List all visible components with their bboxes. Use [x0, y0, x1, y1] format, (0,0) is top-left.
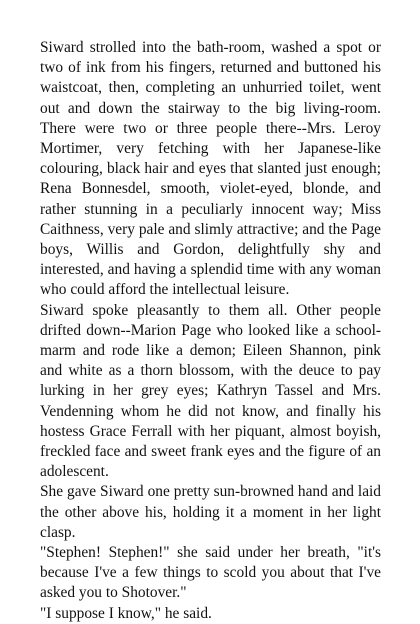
paragraph: Siward strolled into the bath-room, washed a spot or two of ink from his fingers, returned and buttoned his waistcoat, then, completing an unhurried toilet, went out and down the stairway to the big living-room. There were two or three people there--Mrs. Leroy Mortimer, very fetching with her Japanese-like colouring, black hair and eyes that slanted just enough; Rena Bonnesdel, smooth, violet-eyed, blonde, and rather stunning in a peculiarly innocent way; Miss Caithness, very pale and slimly attractive; and the Page boys, Willis and Gordon, delightfully shy and interested, and having a splendid time with any woman who could afford the intellectual leisure.	[40, 39, 381, 299]
paragraph: "Stephen! Stephen!" she said under her breath, "it's because I've a few things to scold you about that I've asked you to Shotover."	[40, 544, 381, 602]
paragraph: She gave Siward one pretty sun-browned hand and laid the other above his, holding it a moment in her light clasp.	[40, 483, 381, 541]
paragraph: Siward spoke pleasantly to them all. Other people drifted down--Marion Page who looked like a school-marm and rode like a demon; Eileen Shannon, pink and white as a thorn blossom, with the deuce to pay lurking in her grey eyes; Kathryn Tassel and Mrs. Vendenning whom he did not know, and finally his hostess Grace Ferrall with her piquant, almost boyish, freckled face and sweet frank eyes and the figure of an adolescent.	[40, 301, 381, 481]
paragraph: "I suppose I know," he said.	[40, 604, 212, 622]
book-page-text	[40, 38, 381, 624]
